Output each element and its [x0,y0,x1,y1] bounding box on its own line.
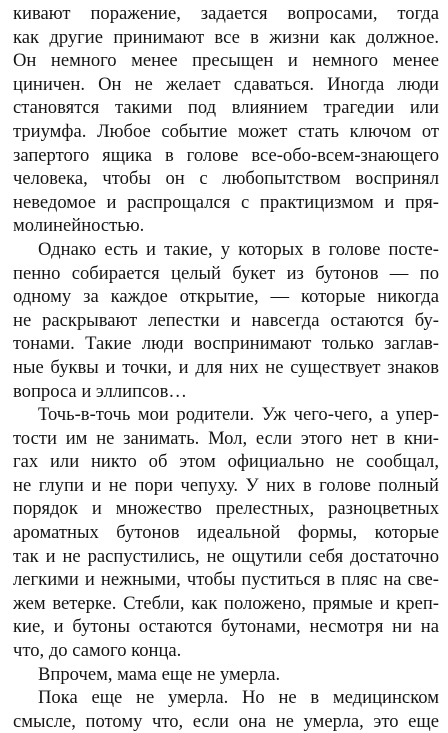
text-line: запертого ящика в голове все-обо-всем-знающего [13,144,439,166]
text-line: Точь-в-точь мои родители. Уж чего-чего, а упер- [38,404,439,426]
text-line: ные буквы и точки, и для них не существует знаков [13,356,439,378]
text-line: вопроса и эллипсов… [13,380,187,402]
text-line: Однако есть и такие, у которых в голове посте- [38,238,439,260]
text-line: человека, чтобы он с любопытством воспринял [13,168,439,190]
text-line: что, до самого конца. [13,640,182,662]
text-line: триумфа. Любое событие может стать ключом от [13,120,439,142]
page-text [13,2,439,733]
text-line: тости им не занимать. Мол, если этого нет в кни- [13,427,439,449]
text-line: как другие принимают все в жизни как должное. [13,26,439,48]
text-line: Он немного менее пресыщен и немного менее [13,50,439,72]
text-line: не глупи и не пори чепуху. У них в голове полный [13,474,439,496]
text-line: Впрочем, мама еще не умерла. [38,663,281,685]
text-line: тонами. Такие люди воспринимают только заглав- [13,333,439,355]
text-line: жем ветерке. Стебли, как положено, прямые и креп- [13,592,439,614]
text-line: одному за каждое открытие, — которые никогда [13,286,439,308]
text-line: так и не распустились, не ощутили себя достаточно [13,545,439,567]
text-line: порядок и множество прелестных, разноцветных [13,498,439,520]
text-line: кивают поражение, задается вопросами, тогда [13,3,439,24]
text-line: легкими и нежными, чтобы пуститься в пляс на све- [13,569,439,591]
text-line: молинейностью. [13,215,145,237]
text-line: становятся такими под влиянием трагедии или [13,97,439,119]
text-line: ароматных бутонов идеальной формы, которые [13,522,439,544]
text-line: Пока еще не умерла. Но не в медицинском [38,687,439,709]
text-line: гах или никто об этом официально не сообщал, [13,451,439,473]
text-line: циничен. Он не желает сдаваться. Иногда люди [13,73,439,95]
text-line: кие, и бутоны остаются бутонами, несмотря ни на [13,616,439,638]
text-line: пенно собирается целый букет из бутонов — по [13,262,439,284]
text-line: не раскрывают лепестки и навсегда остаются бу- [13,309,439,331]
text-line: смысле, потому что, если она не умерла, это еще [13,710,439,732]
text-line: неведомое и распрощался с практицизмом и пря- [13,191,439,213]
